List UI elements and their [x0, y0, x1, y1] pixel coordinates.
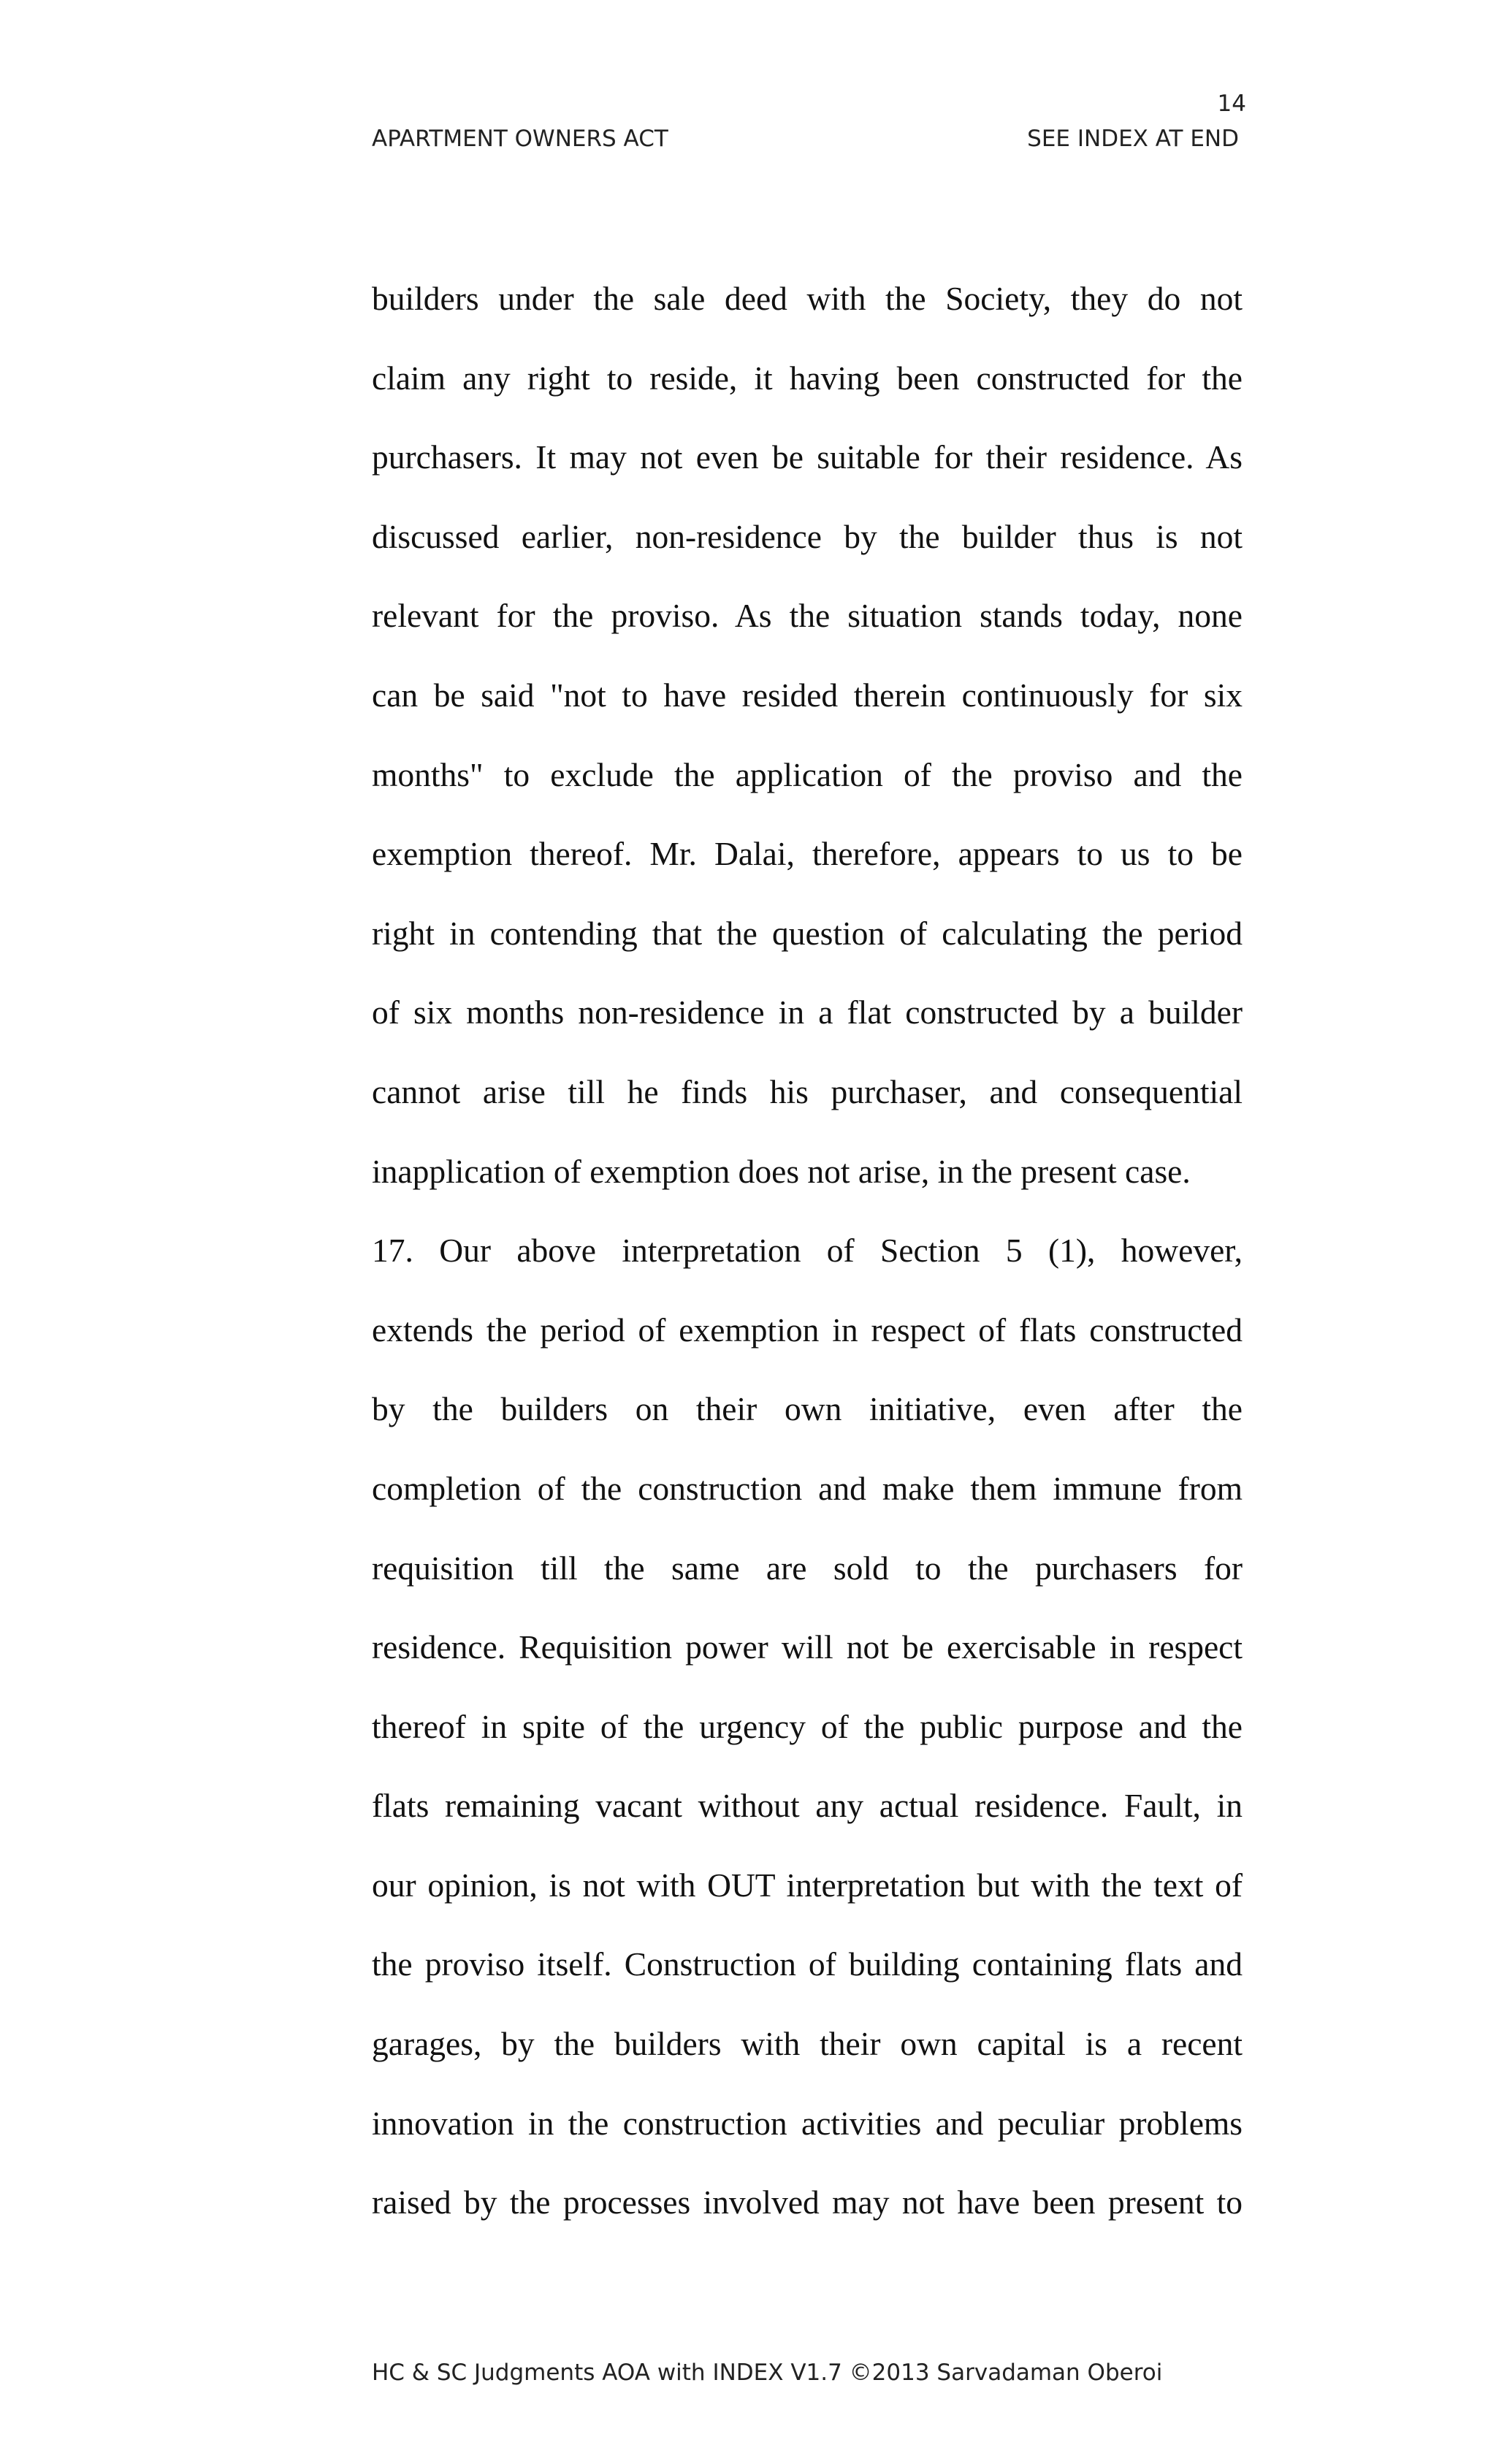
page-footer: HC & SC Judgments AOA with INDEX V1.7 ©2013 Sarvadaman Oberoi	[372, 2360, 1163, 2386]
text-line: builders under the sale deed with the Society, they do not	[372, 280, 1243, 317]
text-line: the proviso itself. Construction of building containing flats and	[372, 1945, 1243, 1983]
text-line: thereof in spite of the urgency of the public purpose and the	[372, 1707, 1243, 1745]
text-line: right in contending that the question of calculating the period	[372, 914, 1243, 952]
text-line: our opinion, is not with OUT interpretation but with the text of	[372, 1866, 1243, 1904]
text-line: exemption thereof. Mr. Dalai, therefore, appears to us to be	[372, 835, 1243, 873]
running-header-index-note: SEE INDEX AT END	[1027, 126, 1239, 152]
text-line: discussed earlier, non-residence by the builder thus is not	[372, 517, 1243, 555]
text-line: completion of the construction and make them immune from	[372, 1469, 1243, 1507]
text-line: relevant for the proviso. As the situation stands today, none	[372, 597, 1243, 635]
text-line: flats remaining vacant without any actual residence. Fault, in	[372, 1787, 1243, 1825]
text-line: cannot arise till he finds his purchaser, and consequential	[372, 1072, 1243, 1110]
text-line: extends the period of exemption in respect of flats constructed	[372, 1311, 1243, 1349]
text-line: inapplication of exemption does not arise, in the present case.	[372, 1152, 1191, 1190]
text-line: garages, by the builders with their own capital is a recent	[372, 2025, 1243, 2063]
judgment-body-text	[372, 259, 1243, 2243]
page-number: 14	[1217, 91, 1246, 117]
text-line: innovation in the construction activities and peculiar problems	[372, 2104, 1243, 2142]
text-line: residence. Requisition power will not be exercisable in respect	[372, 1628, 1243, 1666]
text-line: by the builders on their own initiative, even after the	[372, 1390, 1243, 1428]
running-header-title: APARTMENT OWNERS ACT	[372, 126, 668, 152]
text-line: can be said "not to have resided therein continuously for six	[372, 676, 1243, 714]
text-line: purchasers. It may not even be suitable for their residence. As	[372, 438, 1243, 476]
text-line: claim any right to reside, it having been constructed for the	[372, 359, 1243, 397]
text-line: 17. Our above interpretation of Section 5 (1), however,	[372, 1232, 1243, 1270]
text-line: raised by the processes involved may not have been present to	[372, 2183, 1243, 2221]
text-line: months" to exclude the application of the proviso and the	[372, 755, 1243, 793]
text-line: requisition till the same are sold to the purchasers for	[372, 1549, 1243, 1587]
text-line: of six months non-residence in a flat constructed by a builder	[372, 993, 1243, 1031]
